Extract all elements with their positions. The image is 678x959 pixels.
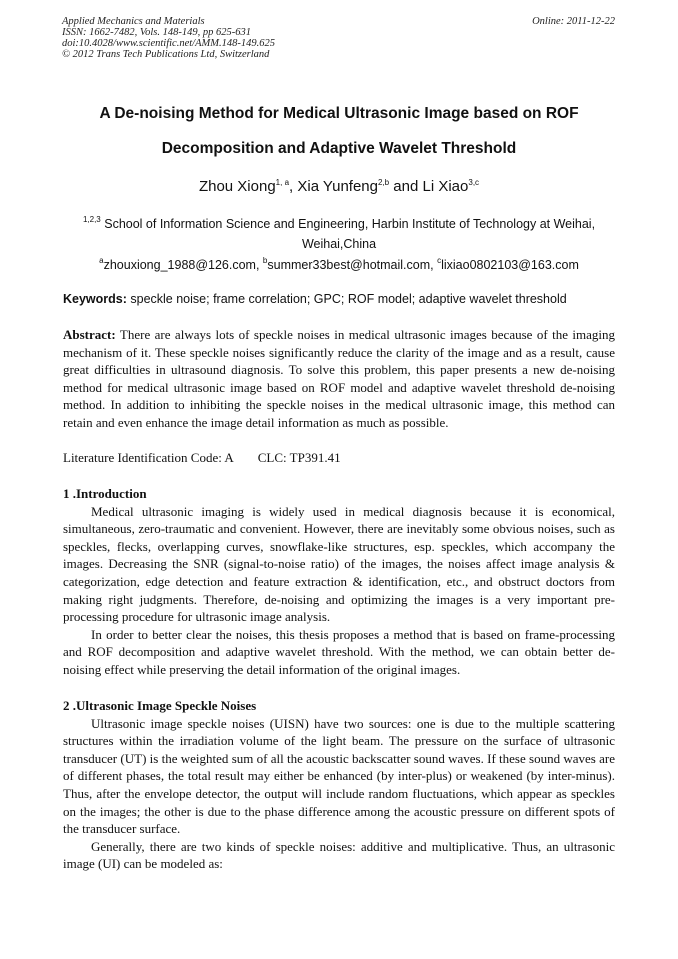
keywords-text: speckle noise; frame correlation; GPC; ROF model; adaptive wavelet threshold [126, 292, 567, 306]
online-date: Online: 2011-12-22 [532, 16, 615, 27]
paragraph: Ultrasonic image speckle noises (UISN) have two sources: one is due to the multiple scattering structures within the irradiation volume of the light beam. The pressure on the surface of ultrasonic transducer (UT) is the weighted sum of all the acoustic backscatter sound waves. If these sound waves are of different phases, the total result may either be enhanced (by inter-plus) or weakened (by inter-minus). Thus, after the envelope detector, the output will include random fluctuations, which appear as speckles on the images; the other is due to the phase difference among the acoustic pressure on different spots of the transducer surface. [63, 715, 615, 837]
email-link[interactable]: zhouxiong_1988@126.com, [103, 258, 263, 272]
author-name: Li Xiao [422, 178, 469, 195]
issn-line: ISSN: 1662-7482, Vols. 148-149, pp 625-631 [62, 27, 251, 38]
author-name: Zhou Xiong [198, 178, 276, 195]
section-introduction [63, 485, 615, 679]
doi-line[interactable]: doi:10.4028/www.scientific.net/AMM.148-149.625 [62, 38, 275, 49]
paragraph: Medical ultrasonic imaging is widely used in medical diagnosis because it is economical, simultaneous, zero-traumatic and convenient. However, there are inevitably some obvious noises, such as speckles, flecks, overlapping curves, snowflake-like structures, esp. speckles, which accompany the images. Decreasing the SNR (signal-to-noise ratio) of the images, the noises affect image analysis & categorization, edge detection and feature extraction & identification, etc., and obstruct doctors from making right judgments. Therefore, de-noising and optimizing the images is a very important pre-processing procedure for ultrasonic image analysis. [63, 503, 615, 625]
section-heading: 1 .Introduction [63, 486, 147, 501]
journal-name: Applied Mechanics and Materials [62, 16, 205, 27]
paper-title-line-1: A De-noising Method for Medical Ultrasonic Image based on ROF [99, 105, 579, 122]
email-link[interactable]: lixiao0802103@163.com [441, 258, 579, 272]
literature-code: Literature Identification Code: A [63, 450, 234, 465]
author-list [40, 178, 638, 195]
author-separator: and [389, 178, 423, 195]
literature-identification [63, 449, 615, 467]
clc-code: CLC: TP391.41 [257, 450, 341, 465]
affiliation-mark: 1,2,3 [82, 215, 101, 224]
email-mark: b [262, 256, 268, 265]
author-name: Xia Yunfeng [297, 178, 378, 195]
email-mark: c [437, 256, 442, 265]
author-separator: , [289, 178, 298, 195]
copyright-line: © 2012 Trans Tech Publications Ltd, Switzerland [62, 49, 270, 60]
section-speckle-noises [63, 697, 615, 873]
paper-title-line-2: Decomposition and Adaptive Wavelet Threshold [161, 140, 517, 157]
affiliation-text: School of Information Science and Engineering, Harbin Institute of Technology at Weihai, Weihai,China [104, 217, 596, 251]
affiliation [68, 214, 610, 254]
author-affiliation-mark: 1, a [275, 178, 290, 187]
paragraph: Generally, there are two kinds of speckle noises: additive and multiplicative. Thus, an ultrasonic image (UI) can be modeled as: [63, 838, 615, 872]
abstract [63, 326, 615, 432]
section-heading: 2 .Ultrasonic Image Speckle Noises [63, 698, 257, 713]
paragraph: In order to better clear the noises, this thesis proposes a method that is based on frame-processing and ROF decomposition and adaptive wavelet threshold. With the method, we can obtain better de-noising effect while preserving the detail information of the original images. [63, 626, 615, 677]
keywords-label: Keywords: [63, 292, 127, 306]
author-affiliation-mark: 2,b [378, 178, 390, 187]
keywords [63, 292, 615, 306]
journal-header [62, 16, 275, 60]
author-affiliation-mark: 3,c [468, 178, 480, 187]
abstract-text: There are always lots of speckle noises in medical ultrasonic images because of the imaging mechanism of it. These speckle noises significantly reduce the clarity of the image and as a result, cause great difficulties in ultrasound diagnosis. To solve this problem, this paper presents a new de-noising method for medical ultrasonic image based on ROF model and adaptive wavelet threshold de-noising method. In addition to inhibiting the speckle noises in the medical ultrasonic image, this method can retain and even enhance the image detail information as much as possible. [63, 327, 615, 430]
email-link[interactable]: summer33best@hotmail.com, [267, 258, 438, 272]
email-mark: a [99, 256, 104, 265]
abstract-label: Abstract: [63, 327, 116, 342]
author-emails [40, 258, 638, 272]
